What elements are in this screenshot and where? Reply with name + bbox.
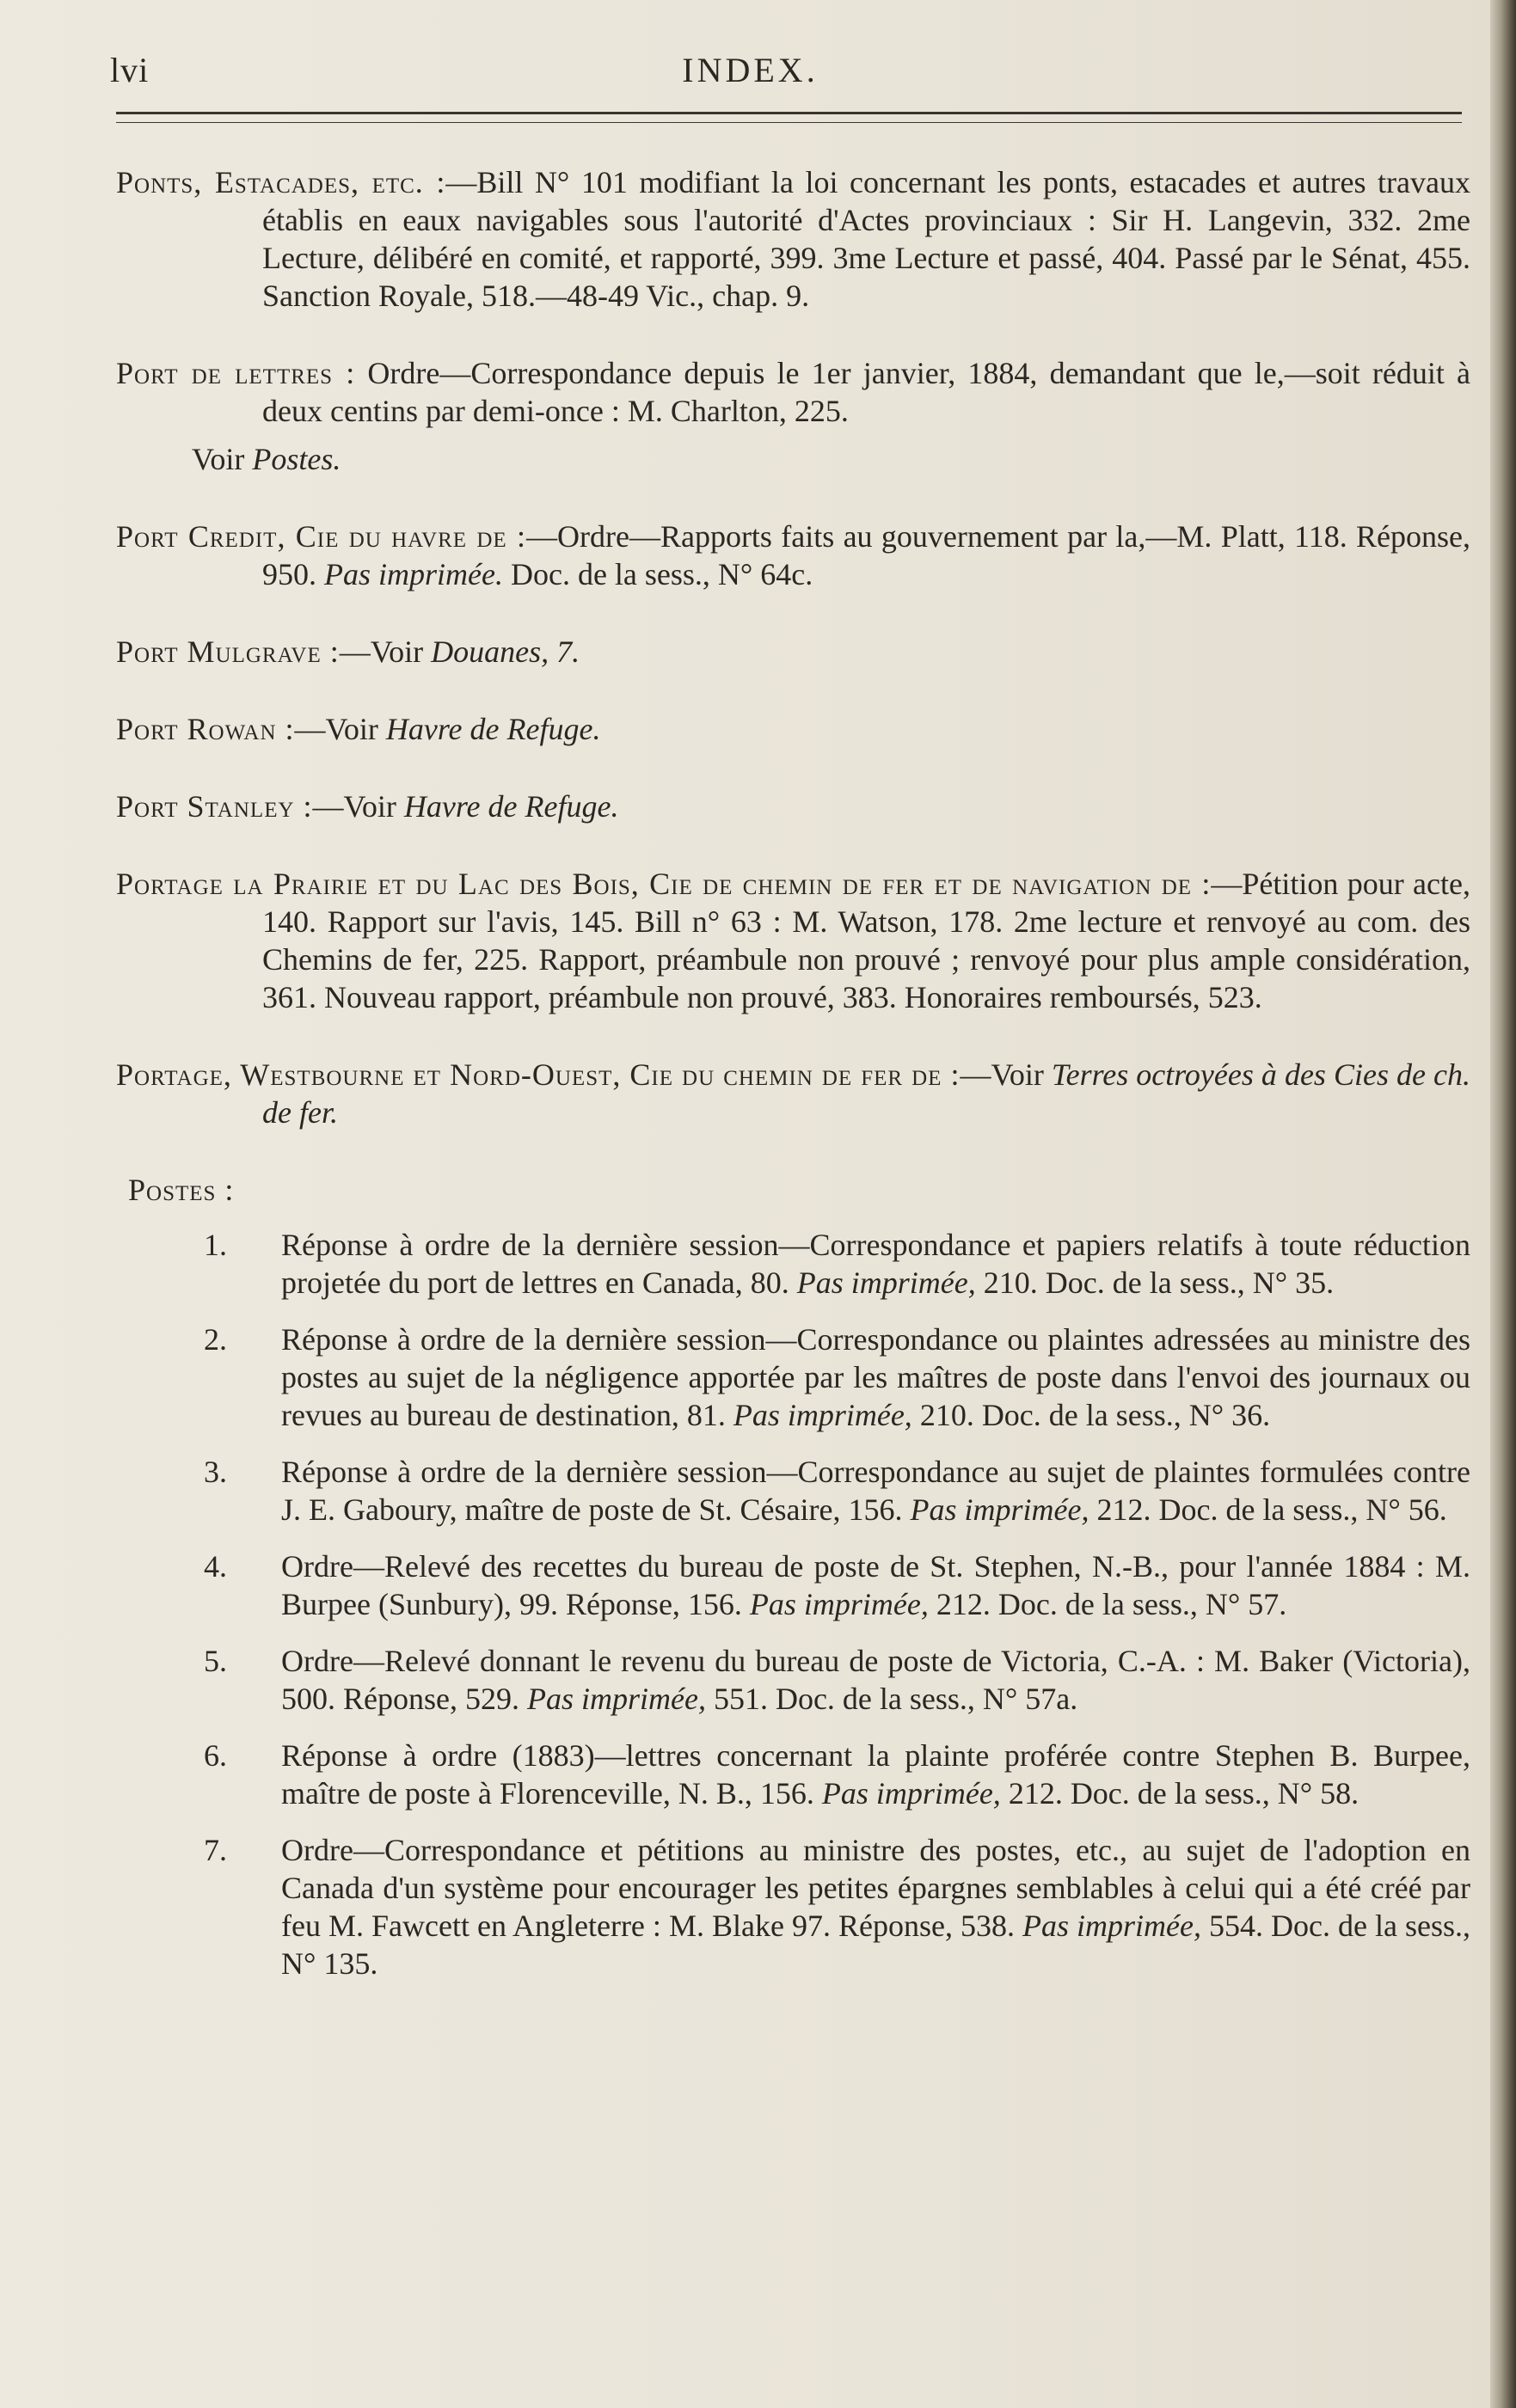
index-entry-ponts (116, 163, 1470, 315)
entry-heading: Port de lettres : (116, 356, 356, 390)
item-italic: Pas imprimée, (796, 1265, 976, 1300)
item-text: Ordre—Relevé des recettes du bureau de poste de St. Stephen, N.-B., pour l'année 1884 : M. Burpee (Sunbury), 99. Réponse, 156. (281, 1549, 1470, 1621)
item-tail: 554. Doc. de la sess., N° 135. (281, 1909, 1470, 1981)
item-text: Réponse à ordre de la dernière session—Correspondance ou plaintes adressées au ministre des postes au sujet de la négligence apportée par les maîtres de poste dans l'envoi des journaux ou revues au bureau de destination, 81. (281, 1322, 1470, 1432)
index-entry-portage-westbourne (116, 1056, 1470, 1131)
entry-text: —Voir (294, 712, 378, 746)
list-item (116, 1547, 1470, 1623)
list-item (116, 1737, 1470, 1812)
item-tail: 551. Doc. de la sess., N° 57a. (713, 1682, 1078, 1716)
entry-heading: Portage la Prairie et du Lac des Bois, Cie de chemin de fer et de navigation de : (116, 867, 1212, 901)
index-entry-port-mulgrave (116, 633, 1470, 671)
item-italic: Pas imprimée, (821, 1776, 1001, 1811)
item-number: 7. (204, 1833, 227, 1867)
item-number: 3. (204, 1455, 227, 1489)
item-italic: Pas imprimée, (526, 1682, 706, 1716)
entry-tail: Doc. de la sess., N° 64c. (510, 557, 813, 591)
item-italic: Pas imprimée, (749, 1587, 929, 1621)
index-entry-port-rowan (116, 710, 1470, 748)
index-entry-portage-la-prairie (116, 865, 1470, 1016)
entry-heading: Portage, Westbourne et Nord-Ouest, Cie du chemin de fer de : (116, 1057, 961, 1092)
header-rule-thick (116, 112, 1462, 114)
entry-text: Ordre—Correspondance depuis le 1er janvier, 1884, demandant que le,—soit réduit à deux centins par demi-once : M. Charlton, 225. (262, 356, 1471, 428)
entry-italic: Pas imprimée. (324, 557, 503, 591)
entry-text: —Bill N° 101 modifiant la loi concernant les ponts, estacades et autres travaux établis en eaux navigables sous l'autorité d'Actes provinciaux : Sir H. Langevin, 332. 2me Lecture, délibéré en comité, et rapporté, 399. 3me Lecture et passé, 404. Passé par le Sénat, 455. Sanction Royale, 518.—48-49 Vic., chap. 9. (262, 165, 1470, 313)
list-item (116, 1831, 1470, 1982)
item-text: Ordre—Relevé donnant le revenu du bureau de poste de Victoria, C.-A. : M. Baker (Victoria), 500. Réponse, 529. (281, 1644, 1470, 1716)
item-italic: Pas imprimée, (910, 1492, 1089, 1527)
page-number: lvi (110, 51, 150, 89)
list-item (116, 1320, 1470, 1434)
entry-heading: Port Mulgrave : (116, 634, 340, 669)
item-text: Réponse à ordre (1883)—lettres concernant la plainte proférée contre Stephen B. Burpee, maître de poste à Florenceville, N. B., 156. (281, 1738, 1470, 1811)
entry-text: —Voir (339, 634, 424, 669)
item-number: 5. (204, 1644, 227, 1678)
entry-heading: Port Rowan : (116, 712, 295, 746)
item-text: Ordre—Correspondance et pétitions au ministre des postes, etc., au sujet de l'adoption en Canada d'un système pour encourager les petites épargnes semblables à celui qui a été créé par feu M. Fawcett en Angleterre : M. Blake 97. Réponse, 538. (281, 1833, 1470, 1943)
entry-text: —Ordre—Rapports faits au gouvernement par la,—M. Platt, 118. Réponse, 950. (262, 519, 1471, 591)
entry-text: —Voir (960, 1057, 1044, 1092)
item-italic: Pas imprimée, (1022, 1909, 1201, 1943)
entry-italic: Terres octroyées à des Cies de ch. de fer. (262, 1057, 1471, 1130)
entry-italic: Douanes, 7. (431, 634, 580, 669)
item-text: Réponse à ordre de la dernière session—Correspondance et papiers relatifs à toute réduction projetée du port de lettres en Canada, 80. (281, 1228, 1470, 1300)
item-italic: Pas imprimée, (733, 1398, 912, 1432)
list-item (116, 1226, 1470, 1302)
list-item (116, 1642, 1470, 1718)
postes-heading: Postes : (128, 1173, 235, 1207)
page-header (0, 50, 1501, 101)
voir-label: Voir (192, 442, 245, 476)
entry-heading: Port Stanley : (116, 789, 313, 824)
entry-italic: Havre de Refuge. (403, 789, 619, 824)
index-entry-port-stanley (116, 787, 1470, 825)
entry-text: —Pétition pour acte, 140. Rapport sur l'avis, 145. Bill n° 63 : M. Watson, 178. 2me lecture et renvoyé au com. des Chemins de fer, 225. Rapport, préambule non prouvé ; renvoyé pour plus ample considération, 361. Nouveau rapport, préambule non prouvé, 383. Honoraires remboursés, 523. (262, 867, 1470, 1014)
list-item (116, 1453, 1470, 1529)
entry-heading: Ponts, Estacades, etc. : (116, 165, 446, 199)
entry-italic: Havre de Refuge. (385, 712, 601, 746)
item-tail: 212. Doc. de la sess., N° 56. (1096, 1492, 1447, 1527)
header-rule-thin (116, 122, 1462, 123)
item-tail: 212. Doc. de la sess., N° 58. (1008, 1776, 1359, 1811)
item-tail: 210. Doc. de la sess., N° 35. (983, 1265, 1335, 1300)
index-entry-port-de-lettres (116, 354, 1470, 430)
index-entry-port-credit (116, 518, 1470, 593)
index-content (116, 163, 1470, 2001)
voir-target: Postes. (252, 442, 341, 476)
postes-list (116, 1226, 1470, 1982)
item-tail: 212. Doc. de la sess., N° 57. (936, 1587, 1287, 1621)
entry-heading: Port Credit, Cie du havre de : (116, 519, 526, 554)
book-spine-edge (1490, 0, 1516, 2408)
item-tail: 210. Doc. de la sess., N° 36. (919, 1398, 1271, 1432)
running-head: INDEX. (682, 51, 819, 89)
item-number: 4. (204, 1549, 227, 1584)
entry-text: —Voir (312, 789, 396, 824)
cross-reference (192, 440, 1470, 478)
item-number: 2. (204, 1322, 227, 1357)
item-text: Réponse à ordre de la dernière session—Correspondance au sujet de plaintes formulées contre J. E. Gaboury, maître de poste de St. Césaire, 156. (281, 1455, 1470, 1527)
item-number: 6. (204, 1738, 227, 1773)
item-number: 1. (204, 1228, 227, 1262)
